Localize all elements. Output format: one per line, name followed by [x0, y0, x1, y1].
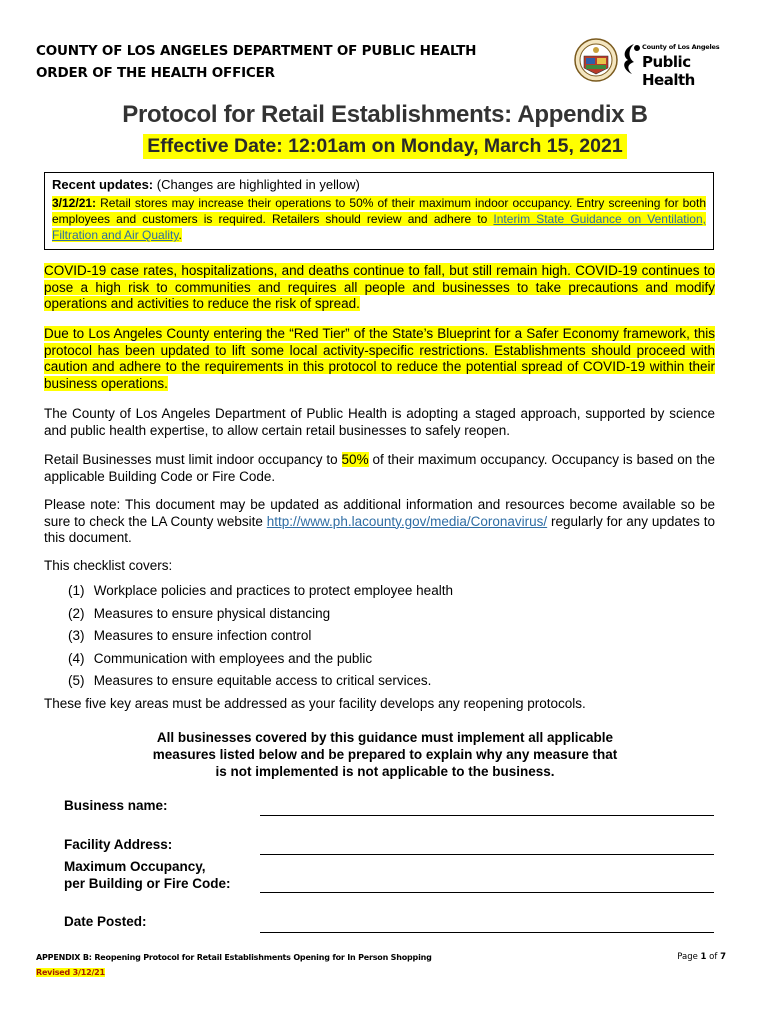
checklist-item	[68, 670, 453, 693]
occupancy-percent: 50%	[341, 452, 369, 467]
logo-public-health-text: Public Health	[642, 53, 695, 89]
paragraph-red-tier	[44, 326, 715, 392]
page-title: Protocol for Retail Establishments: Appendix B	[122, 101, 648, 128]
max-occupancy-label	[64, 858, 231, 892]
checklist-intro: This checklist covers:	[44, 558, 173, 573]
checklist-text: Measures to ensure equitable access to critical services.	[93, 673, 432, 688]
max-occupancy-field[interactable]	[260, 892, 714, 893]
max-occupancy-label-2: per Building or Fire Code:	[64, 876, 231, 891]
interim-guidance-link[interactable]: Interim State Guidance on Ventilation, Filtration and Air Quality	[52, 212, 706, 242]
checklist-item	[68, 625, 453, 648]
checklist-item	[68, 603, 453, 626]
paragraph-occupancy	[44, 452, 715, 485]
updates-end: .	[178, 228, 182, 242]
page-num: 1	[700, 952, 707, 962]
date-posted-field[interactable]	[260, 932, 714, 933]
business-name-field[interactable]	[260, 815, 714, 816]
footer-revised: Revised 3/12/21	[36, 968, 105, 977]
paragraph-red-tier-text: Due to Los Angeles County entering the “Red Tier” of the State’s Blueprint for a Safer Economy framework, this protocol has been updated to lift some local activity-specific restrictions. Establishments should proceed with caution and adhere to the requirements in this protocol to reduce the potential spread of COVID-19 within their business operations.	[44, 326, 715, 391]
notice-line-3: is not implemented is not applicable to the business.	[215, 764, 555, 779]
effective-date-wrap	[0, 134, 770, 159]
org-line-2: ORDER OF THE HEALTH OFFICER	[36, 65, 275, 81]
page-number	[677, 950, 726, 965]
checklist-text: Workplace policies and practices to protect employee health	[93, 583, 453, 598]
implementation-notice	[0, 729, 770, 780]
checklist-text: Measures to ensure physical distancing	[93, 605, 331, 621]
footer-left	[36, 950, 432, 980]
page-pre: Page	[677, 952, 701, 962]
swoosh-icon	[620, 42, 642, 76]
max-occupancy-label-1: Maximum Occupancy,	[64, 859, 206, 874]
checklist-item	[68, 648, 453, 671]
paragraph-please-note	[44, 497, 715, 547]
header-org	[36, 40, 476, 84]
public-health-logo	[620, 42, 730, 89]
logo-county-text: County of Los Angeles	[642, 43, 720, 51]
business-name-label: Business name:	[64, 798, 168, 813]
paragraph-covid-rates	[44, 263, 715, 313]
effective-date: Effective Date: 12:01am on Monday, March 15, 2021	[143, 134, 626, 159]
checklist-num: (1)	[68, 583, 85, 598]
occupancy-pre: Retail Businesses must limit indoor occupancy to	[44, 452, 342, 467]
checklist-num: (2)	[68, 605, 85, 621]
updates-heading-rest: (Changes are highlighted in yellow)	[153, 177, 360, 192]
updates-heading-bold: Recent updates:	[52, 177, 154, 192]
checklist-item	[68, 580, 453, 603]
checklist-num: (3)	[68, 628, 85, 643]
county-website-link[interactable]: http://www.ph.lacounty.gov/media/Coronavirus/	[266, 513, 548, 529]
notice-line-1: All businesses covered by this guidance must implement all applicable	[156, 730, 614, 745]
checklist-num: (5)	[68, 673, 85, 688]
occupancy-post: of their maximum occupancy. Occupancy is based on the applicable Building Code or Fire Code.	[44, 452, 715, 484]
recent-updates-box	[44, 172, 714, 250]
page-mid: of	[706, 952, 721, 962]
page-total: 7	[720, 952, 726, 962]
updates-date: 3/12/21:	[52, 196, 97, 210]
county-seal-icon	[574, 38, 618, 82]
paragraph-covid-rates-text: COVID-19 case rates, hospitalizations, and deaths continue to fall, but still remain high. COVID-19 continues to pose a high risk to communities and requires all people and businesses to take precautions and modify operations and activities to reduce the risk of spread.	[44, 263, 715, 311]
paragraph-staged-approach: The County of Los Angeles Department of Public Health is adopting a staged approach, supported by science and public health expertise, to allow certain retail businesses to safely reopen.	[44, 406, 715, 438]
checklist-text: Measures to ensure infection control	[93, 628, 312, 643]
date-posted-label: Date Posted:	[64, 914, 147, 929]
checklist	[68, 580, 453, 693]
org-line-1: COUNTY OF LOS ANGELES DEPARTMENT OF PUBLIC HEALTH	[36, 43, 477, 59]
updates-heading	[52, 176, 706, 193]
notice-line-2: measures listed below and be prepared to explain why any measure that	[152, 747, 618, 762]
updates-text: Retail stores may increase their operations to 50% of their maximum indoor occupancy. Entry screening for both employees and customers is required. Retailers should review and adhere to	[52, 196, 706, 226]
please-note-post: regularly for any updates to this document.	[44, 513, 715, 545]
checklist-num: (4)	[68, 650, 85, 666]
checklist-outro: These five key areas must be addressed as your facility develops any reopening protocols.	[44, 696, 586, 711]
footer-appendix-title: APPENDIX B: Reopening Protocol for Retail Establishments Opening for In Person Shopping	[36, 953, 432, 962]
please-note-pre: Please note: This document may be updated as additional information and resources become available so be sure to check the LA County website	[44, 497, 715, 529]
checklist-text: Communication with employees and the public	[93, 650, 373, 666]
facility-address-field[interactable]	[260, 854, 714, 855]
updates-body	[52, 195, 706, 243]
facility-address-label: Facility Address:	[64, 837, 173, 852]
